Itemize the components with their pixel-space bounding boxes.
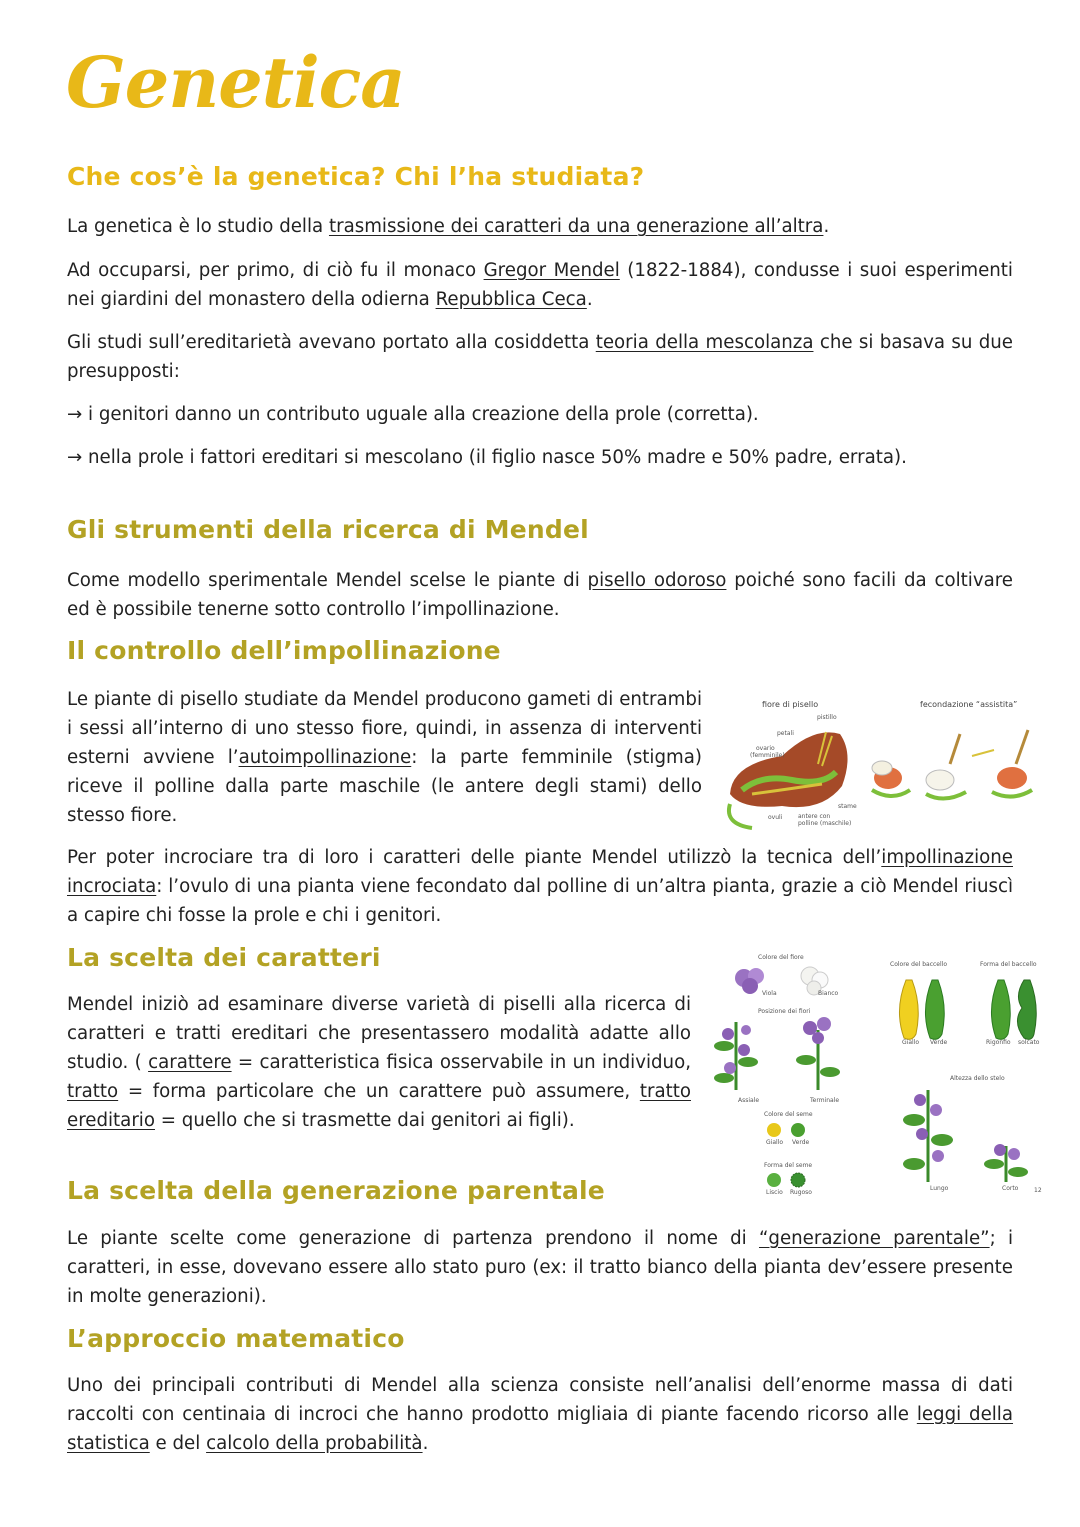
tall-plant-icon [903,1090,953,1182]
svg-text:Lungo: Lungo [930,1185,949,1192]
short-plant-icon [984,1144,1028,1182]
figure-label-assisted: fecondazione “assistita” [920,700,1018,709]
paragraph-assumption-2: → nella prole i fattori ereditari si mescolano (il figlio nasce 50% madre e 50% padre, errata). [67,447,907,468]
svg-text:Giallo: Giallo [766,1139,783,1146]
green-seed-icon [791,1123,805,1137]
heading-what-is-genetics: Che cos’è la genetica? Chi l’ha studiata? [67,162,645,191]
pea-flower-figure [722,694,1034,834]
svg-text:Verde: Verde [930,1039,948,1046]
paragraph-traits: Mendel iniziò ad esaminare diverse varietà di piselli alla ricerca di caratteri e tratti ereditari che presentassero modalità adatte allo studio. ( carattere = caratteristica fisica osservabile in un individuo, tratto = forma particolare che un carattere può assumere, tratto ereditario = quello che si trasmette dai genitori ai figli). [67,994,691,1131]
svg-text:Corto: Corto [1002,1185,1019,1192]
svg-text:Assiale: Assiale [738,1097,760,1104]
svg-text:pistillo: pistillo [817,714,837,721]
svg-text:Rigonfio: Rigonfio [986,1039,1011,1046]
paragraph-cross-pollination: Per poter incrociare tra di loro i caratteri delle piante Mendel utilizzò la tecnica dell’impollinazione incrociata: l’ovulo di una pianta viene fecondato dal polline di un’altra pianta, grazie a ciò Mendel riuscì a capire chi fosse la prole e chi i genitori. [67,847,1013,926]
mendel-traits-figure [706,950,1046,1200]
paragraph-pea-model: Come modello sperimentale Mendel scelse le piante di pisello odoroso poiché sono facili da coltivare ed è possibile tenerne sotto controllo l’impollinazione. [67,570,1014,620]
svg-text:Giallo: Giallo [902,1039,919,1046]
paragraph-assumption-1: → i genitori danno un contributo uguale alla creazione della prole (corretta). [67,404,759,425]
svg-text:Posizione dei fiori: Posizione dei fiori [758,1008,811,1015]
svg-text:Verde: Verde [792,1139,810,1146]
svg-text:Viola: Viola [762,990,777,997]
figure-label-pea-flower: fiore di pisello [762,700,819,709]
heading-parental-generation: La scelta della generazione parentale [67,1176,605,1205]
paragraph-self-pollination: Le piante di pisello studiate da Mendel producono gameti di entrambi i sessi all’interno di uno stesso fiore, quindi, in assenza di interventi esterni avviene l’autoimpollinazione: la parte femminile (stigma) riceve il polline dalla parte maschile (le antere degli stami) dello stesso fiore. [67,689,702,826]
heading-math-approach: L’approccio matematico [67,1324,405,1353]
svg-text:ovuli: ovuli [768,814,783,821]
paragraph-math: Uno dei principali contributi di Mendel alla scienza consiste nell’analisi dell’enorme massa di dati raccolti con centinaia di incroci che hanno prodotto migliaia di piante facendo ricorso alle leggi della statistica e del calcolo della probabilità. [67,1375,1014,1454]
svg-text:Terminale: Terminale [810,1097,840,1104]
svg-text:stame: stame [838,803,857,810]
svg-text:antere con: antere con [798,813,831,820]
heading-trait-choice: La scelta dei caratteri [67,943,381,972]
green-pod-icon [925,980,944,1039]
yellow-seed-icon [767,1123,781,1137]
assisted-pollination-icon [872,730,1032,799]
svg-text:Colore del seme: Colore del seme [764,1111,813,1118]
svg-text:solcato: solcato [1018,1039,1040,1046]
heading-pollination-control: Il controllo dell’impollinazione [67,636,501,665]
svg-text:petali: petali [777,730,794,737]
svg-text:Colore del fiore: Colore del fiore [758,954,804,961]
yellow-pod-icon [899,980,918,1039]
paragraph-blending-theory: Gli studi sull’ereditarietà avevano portato alla cosiddetta teoria della mescolanza che si basava su due presupposti: [67,332,1013,382]
svg-text:ovario: ovario [756,745,775,752]
inflated-pod-icon [991,980,1010,1039]
svg-text:Colore del baccello: Colore del baccello [890,961,947,968]
round-seed-icon [767,1173,781,1187]
wrinkled-seed-icon [791,1173,805,1187]
svg-text:Forma del baccello: Forma del baccello [980,961,1037,968]
purple-flower-icon [735,968,764,994]
svg-text:Altezza dello stelo: Altezza dello stelo [950,1075,1005,1082]
svg-text:Forma del seme: Forma del seme [764,1162,813,1169]
heading-research-tools: Gli strumenti della ricerca di Mendel [67,515,589,544]
svg-text:(femminile): (femminile) [750,752,785,759]
page-title: Genetica [66,41,405,124]
svg-text:Rugoso: Rugoso [790,1189,812,1196]
svg-text:12: 12 [1034,1187,1042,1194]
terminal-flowers-icon [796,1017,840,1090]
paragraph-mendel: Ad occuparsi, per primo, di ciò fu il monaco Gregor Mendel (1822-1884), condusse i suoi esperimenti nei giardini del monastero della odierna Repubblica Ceca. [67,260,1013,310]
paragraph-parental: Le piante scelte come generazione di partenza prendono il nome di “generazione parentale”; i caratteri, in esse, dovevano essere allo stato puro (ex: il tratto bianco della pianta dev’essere presente in molte generazioni). [67,1228,1014,1307]
svg-text:polline (maschile): polline (maschile) [798,820,852,827]
svg-text:Liscio: Liscio [766,1189,783,1196]
paragraph-definition: La genetica è lo studio della trasmissione dei caratteri da una generazione all’altra. [67,216,830,237]
axial-flowers-icon [714,1022,758,1090]
svg-text:Bianco: Bianco [818,990,839,997]
constricted-pod-icon [1017,980,1036,1039]
